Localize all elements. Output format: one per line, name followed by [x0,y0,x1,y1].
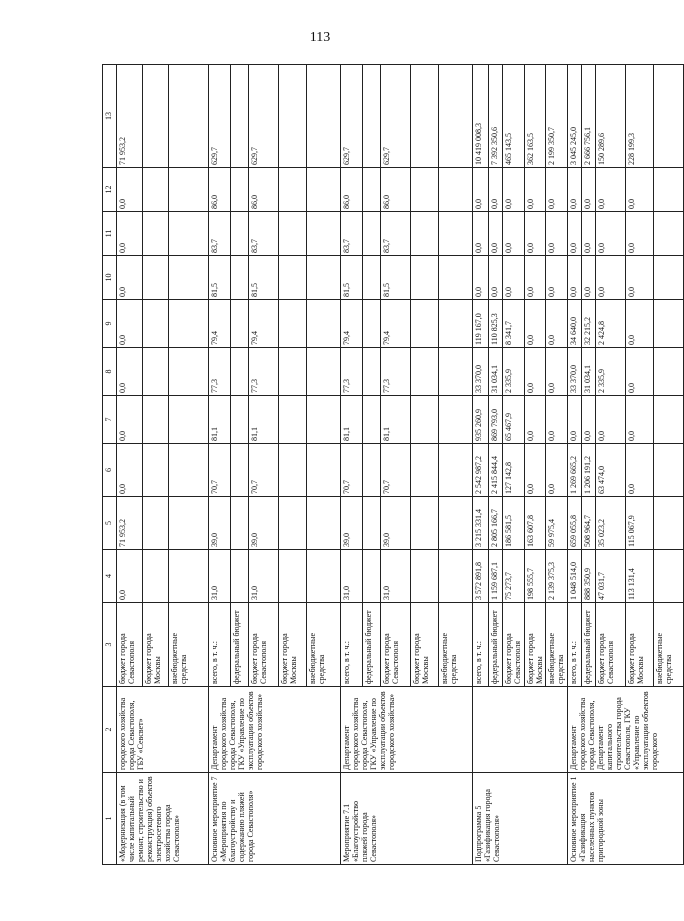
amount-cell: 0,0 [582,212,596,256]
funding-source-cell: внебюджетные средства [439,603,473,687]
amount-cell [169,396,209,444]
amount-cell: 0,0 [117,348,143,396]
amount-cell [363,497,381,550]
amount-cell: 70,7 [249,444,279,497]
funding-source-cell: бюджет города Севастополя [503,603,525,687]
amount-cell [654,348,684,396]
funding-source-cell: внебюджетные средства [654,603,684,687]
amount-cell: 0,0 [596,396,626,444]
amount-cell [439,256,473,300]
funding-source-cell: федеральный бюджет [489,603,503,687]
column-header: 11 [103,212,117,256]
amount-cell: 39,0 [249,497,279,550]
amount-cell [231,348,249,396]
funding-source-cell: всего, в т. ч.: [568,603,582,687]
amount-cell: 0,0 [117,256,143,300]
funding-source-cell: бюджет города Москвы [279,603,307,687]
amount-cell [363,256,381,300]
amount-cell: 70,7 [381,444,411,497]
amount-cell: 83,7 [341,212,363,256]
amount-cell [363,550,381,603]
amount-cell: 81,1 [341,396,363,444]
amount-cell: 935 260,9 [473,396,489,444]
amount-cell: 71 953,2 [117,497,143,550]
amount-cell [143,256,169,300]
amount-cell [411,300,439,348]
amount-cell: 0,0 [568,168,582,212]
amount-cell: 0,0 [546,444,568,497]
amount-cell [654,212,684,256]
amount-cell: 31 034,1 [489,348,503,396]
amount-cell [307,348,341,396]
amount-cell: 0,0 [525,256,546,300]
amount-cell [654,300,684,348]
amount-cell: 119 167,0 [473,300,489,348]
amount-cell [231,497,249,550]
amount-cell [231,396,249,444]
column-header: 13 [103,65,117,168]
amount-cell: 0,0 [489,212,503,256]
amount-cell [169,168,209,212]
amount-cell: 31 034,1 [582,348,596,396]
amount-cell [439,550,473,603]
amount-cell: 508 964,7 [582,497,596,550]
amount-cell: 10 419 008,3 [473,65,489,168]
amount-cell: 77,3 [209,348,231,396]
funding-source-cell: всего, в т. ч.: [209,603,231,687]
amount-cell: 163 607,8 [525,497,546,550]
amount-cell [143,65,169,168]
amount-cell: 0,0 [546,300,568,348]
column-header: 7 [103,396,117,444]
amount-cell [411,396,439,444]
amount-cell: 0,0 [489,256,503,300]
amount-cell: 31,0 [249,550,279,603]
amount-cell: 888 350,9 [582,550,596,603]
amount-cell: 465 143,5 [503,65,525,168]
amount-cell: 150 289,6 [596,65,626,168]
amount-cell: 39,0 [381,497,411,550]
amount-cell [654,550,684,603]
table-row [117,65,143,865]
amount-cell: 869 793,0 [489,396,503,444]
amount-cell [169,300,209,348]
amount-cell: 2 335,9 [503,348,525,396]
funding-source-cell: всего, в т. ч.: [473,603,489,687]
amount-cell: 35 023,2 [596,497,626,550]
amount-cell: 39,0 [209,497,231,550]
amount-cell: 77,3 [341,348,363,396]
amount-cell: 0,0 [117,168,143,212]
table-row [341,65,363,865]
amount-cell: 83,7 [209,212,231,256]
amount-cell: 0,0 [546,256,568,300]
amount-cell: 0,0 [626,300,654,348]
amount-cell [307,300,341,348]
amount-cell [231,65,249,168]
amount-cell [279,396,307,444]
amount-cell [363,65,381,168]
amount-cell [169,348,209,396]
column-header: 4 [103,550,117,603]
funding-source-cell: всего, в т. ч.: [341,603,363,687]
amount-cell: 2 666 756,1 [582,65,596,168]
amount-cell [654,168,684,212]
amount-cell [143,550,169,603]
amount-cell [363,212,381,256]
amount-cell [231,300,249,348]
amount-cell [169,65,209,168]
amount-cell: 113 131,4 [626,550,654,603]
amount-cell: 0,0 [525,300,546,348]
column-header: 10 [103,256,117,300]
amount-cell: 0,0 [525,444,546,497]
amount-cell [363,300,381,348]
amount-cell: 0,0 [546,168,568,212]
funding-source-cell: внебюджетные средства [546,603,568,687]
amount-cell [363,444,381,497]
amount-cell [439,168,473,212]
amount-cell [307,65,341,168]
amount-cell [169,497,209,550]
amount-cell [363,396,381,444]
amount-cell: 34 640,0 [568,300,582,348]
amount-cell [411,212,439,256]
amount-cell: 81,5 [249,256,279,300]
amount-cell: 659 055,8 [568,497,582,550]
budget-table [102,64,684,865]
amount-cell [411,256,439,300]
funding-source-cell: бюджет города Москвы [626,603,654,687]
amount-cell: 0,0 [582,256,596,300]
amount-cell: 39,0 [341,497,363,550]
amount-cell: 75 273,7 [503,550,525,603]
amount-cell: 63 474,0 [596,444,626,497]
funding-source-cell: федеральный бюджет [582,603,596,687]
amount-cell [307,497,341,550]
header-row [103,65,117,865]
amount-cell [439,65,473,168]
amount-cell: 8 341,7 [503,300,525,348]
amount-cell: 0,0 [596,256,626,300]
amount-cell: 0,0 [626,168,654,212]
amount-cell: 31,0 [341,550,363,603]
amount-cell: 1 159 687,1 [489,550,503,603]
amount-cell: 2 424,8 [596,300,626,348]
amount-cell: 115 067,9 [626,497,654,550]
amount-cell: 86,0 [249,168,279,212]
amount-cell: 110 825,3 [489,300,503,348]
amount-cell [279,300,307,348]
amount-cell [363,348,381,396]
amount-cell: 0,0 [525,168,546,212]
amount-cell [279,444,307,497]
funding-source-cell: бюджет города Севастополя [249,603,279,687]
table-row [209,65,231,865]
amount-cell: 70,7 [209,444,231,497]
amount-cell: 79,4 [209,300,231,348]
amount-cell [231,256,249,300]
amount-cell: 0,0 [568,396,582,444]
amount-cell [279,212,307,256]
amount-cell [654,65,684,168]
amount-cell: 0,0 [582,168,596,212]
amount-cell: 81,5 [341,256,363,300]
amount-cell [307,550,341,603]
amount-cell: 59 975,4 [546,497,568,550]
amount-cell [439,348,473,396]
amount-cell: 2 805 166,7 [489,497,503,550]
amount-cell: 0,0 [473,168,489,212]
amount-cell: 83,7 [381,212,411,256]
amount-cell: 0,0 [546,212,568,256]
amount-cell: 3 572 891,8 [473,550,489,603]
amount-cell: 31,0 [381,550,411,603]
amount-cell: 33 370,0 [473,348,489,396]
column-header: 8 [103,348,117,396]
column-header: 12 [103,168,117,212]
amount-cell: 70,7 [341,444,363,497]
funding-source-cell: внебюджетные средства [307,603,341,687]
table-row [473,65,489,865]
funding-source-cell: внебюджетные средства [169,603,209,687]
executor-cell: городского хозяйства города Севастополя, ГБУ «Севсвет» [117,687,209,773]
amount-cell [169,256,209,300]
amount-cell: 0,0 [568,256,582,300]
amount-cell: 1 048 514,0 [568,550,582,603]
program-name-cell: Мероприятие 7.1 «Благоустройство пляжей города Севастополя» [341,773,473,865]
amount-cell [654,497,684,550]
amount-cell: 362 163,5 [525,65,546,168]
amount-cell: 0,0 [626,444,654,497]
amount-cell: 0,0 [596,212,626,256]
amount-cell: 47 031,7 [596,550,626,603]
amount-cell: 2 415 844,4 [489,444,503,497]
amount-cell: 629,7 [249,65,279,168]
amount-cell: 71 953,2 [117,65,143,168]
program-name-cell: Основное мероприятие 7 «Мероприятия по благоустройству и содержанию пляжей города Севастополя» [209,773,341,865]
amount-cell [143,444,169,497]
amount-cell: 86,0 [381,168,411,212]
amount-cell: 0,0 [117,300,143,348]
amount-cell: 2 139 375,3 [546,550,568,603]
amount-cell: 0,0 [626,256,654,300]
amount-cell: 7 392 350,6 [489,65,503,168]
funding-source-cell: федеральный бюджет [231,603,249,687]
amount-cell [143,348,169,396]
amount-cell [439,300,473,348]
amount-cell: 0,0 [503,256,525,300]
amount-cell [654,396,684,444]
amount-cell [231,212,249,256]
amount-cell [279,348,307,396]
amount-cell: 0,0 [546,348,568,396]
amount-cell: 31,0 [209,550,231,603]
amount-cell [654,444,684,497]
amount-cell [169,444,209,497]
amount-cell [279,256,307,300]
amount-cell: 0,0 [525,348,546,396]
program-name-cell: Подпрограмма 5 «Газификация города Севастополя» [473,773,568,865]
amount-cell: 65 467,9 [503,396,525,444]
amount-cell: 0,0 [626,396,654,444]
executor-cell [473,687,568,773]
amount-cell [439,212,473,256]
amount-cell: 81,1 [209,396,231,444]
amount-cell: 0,0 [503,212,525,256]
amount-cell: 33 370,0 [568,348,582,396]
amount-cell: 0,0 [473,212,489,256]
amount-cell: 86,0 [341,168,363,212]
amount-cell: 0,0 [568,212,582,256]
funding-source-cell: федеральный бюджет [363,603,381,687]
amount-cell: 2 199 350,7 [546,65,568,168]
amount-cell [411,497,439,550]
amount-cell: 0,0 [489,168,503,212]
amount-cell [279,497,307,550]
amount-cell: 629,7 [209,65,231,168]
amount-cell: 0,0 [525,396,546,444]
table-row [568,65,582,865]
amount-cell: 81,1 [381,396,411,444]
column-header: 6 [103,444,117,497]
amount-cell [411,348,439,396]
funding-source-cell: бюджет города Севастополя [381,603,411,687]
column-header: 9 [103,300,117,348]
amount-cell: 0,0 [117,396,143,444]
amount-cell: 629,7 [341,65,363,168]
amount-cell [363,168,381,212]
funding-source-cell: бюджет города Москвы [143,603,169,687]
amount-cell: 0,0 [596,168,626,212]
amount-cell: 629,7 [381,65,411,168]
amount-cell [411,168,439,212]
amount-cell: 0,0 [626,348,654,396]
column-header: 3 [103,603,117,687]
page-number: 113 [309,30,331,45]
amount-cell: 3 045 245,0 [568,65,582,168]
program-name-cell: Основное мероприятие 1 «Газификация населенных пунктов пригородной зоны [568,773,684,865]
amount-cell [439,497,473,550]
amount-cell: 77,3 [381,348,411,396]
amount-cell: 79,4 [249,300,279,348]
amount-cell: 83,7 [249,212,279,256]
executor-cell: Департамент городского хозяйства города Севастополя, ГКУ «Управление по эксплуатации объектов городского хозяйства» [341,687,473,773]
amount-cell [231,550,249,603]
amount-cell: 81,1 [249,396,279,444]
amount-cell [169,550,209,603]
amount-cell [307,212,341,256]
column-header: 1 [103,773,117,865]
amount-cell: 81,5 [381,256,411,300]
budget-table-sheet [102,65,673,865]
amount-cell: 0,0 [546,396,568,444]
amount-cell: 1 269 665,2 [568,444,582,497]
amount-cell [307,168,341,212]
amount-cell [411,444,439,497]
amount-cell [231,168,249,212]
funding-source-cell: бюджет города Москвы [411,603,439,687]
amount-cell: 3 215 331,4 [473,497,489,550]
amount-cell [279,168,307,212]
amount-cell [143,168,169,212]
executor-cell: Департамент городского хозяйства города Севастополя, Департамент капитального строительства города Севастополя, ГКУ «Управление по эксплуатации объектов городского [568,687,684,773]
amount-cell: 0,0 [582,396,596,444]
amount-cell: 228 199,3 [626,65,654,168]
funding-source-cell: бюджет города Москвы [525,603,546,687]
column-header: 5 [103,497,117,550]
amount-cell: 2 335,9 [596,348,626,396]
executor-cell: Департамент городского хозяйства города Севастополя, ГКУ «Управление по эксплуатации объектов городского хозяйства» [209,687,341,773]
amount-cell: 86,0 [209,168,231,212]
amount-cell: 0,0 [117,444,143,497]
amount-cell: 0,0 [117,550,143,603]
amount-cell: 77,3 [249,348,279,396]
funding-source-cell: бюджет города Севастополя [117,603,143,687]
program-name-cell: «Модернизация (в том числе капитальный ремонт, строительство и реконструкция) объектов электросетевого хозяйства города Севастополя» [117,773,209,865]
amount-cell: 198 555,7 [525,550,546,603]
amount-cell: 186 581,5 [503,497,525,550]
amount-cell [279,65,307,168]
amount-cell [279,550,307,603]
amount-cell [143,396,169,444]
amount-cell: 0,0 [525,212,546,256]
amount-cell [654,256,684,300]
amount-cell: 0,0 [626,212,654,256]
amount-cell: 81,5 [209,256,231,300]
amount-cell: 79,4 [381,300,411,348]
amount-cell [231,444,249,497]
amount-cell [439,396,473,444]
amount-cell [143,497,169,550]
amount-cell: 0,0 [503,168,525,212]
amount-cell [169,212,209,256]
amount-cell [143,300,169,348]
column-header: 2 [103,687,117,773]
amount-cell [439,444,473,497]
amount-cell [307,444,341,497]
amount-cell [307,396,341,444]
amount-cell [411,550,439,603]
amount-cell: 127 142,8 [503,444,525,497]
amount-cell [411,65,439,168]
amount-cell: 0,0 [473,256,489,300]
amount-cell: 2 542 987,2 [473,444,489,497]
amount-cell: 79,4 [341,300,363,348]
amount-cell: 0,0 [117,212,143,256]
amount-cell: 1 206 191,2 [582,444,596,497]
amount-cell [143,212,169,256]
amount-cell [307,256,341,300]
funding-source-cell: бюджет города Севастополя [596,603,626,687]
amount-cell: 32 215,2 [582,300,596,348]
